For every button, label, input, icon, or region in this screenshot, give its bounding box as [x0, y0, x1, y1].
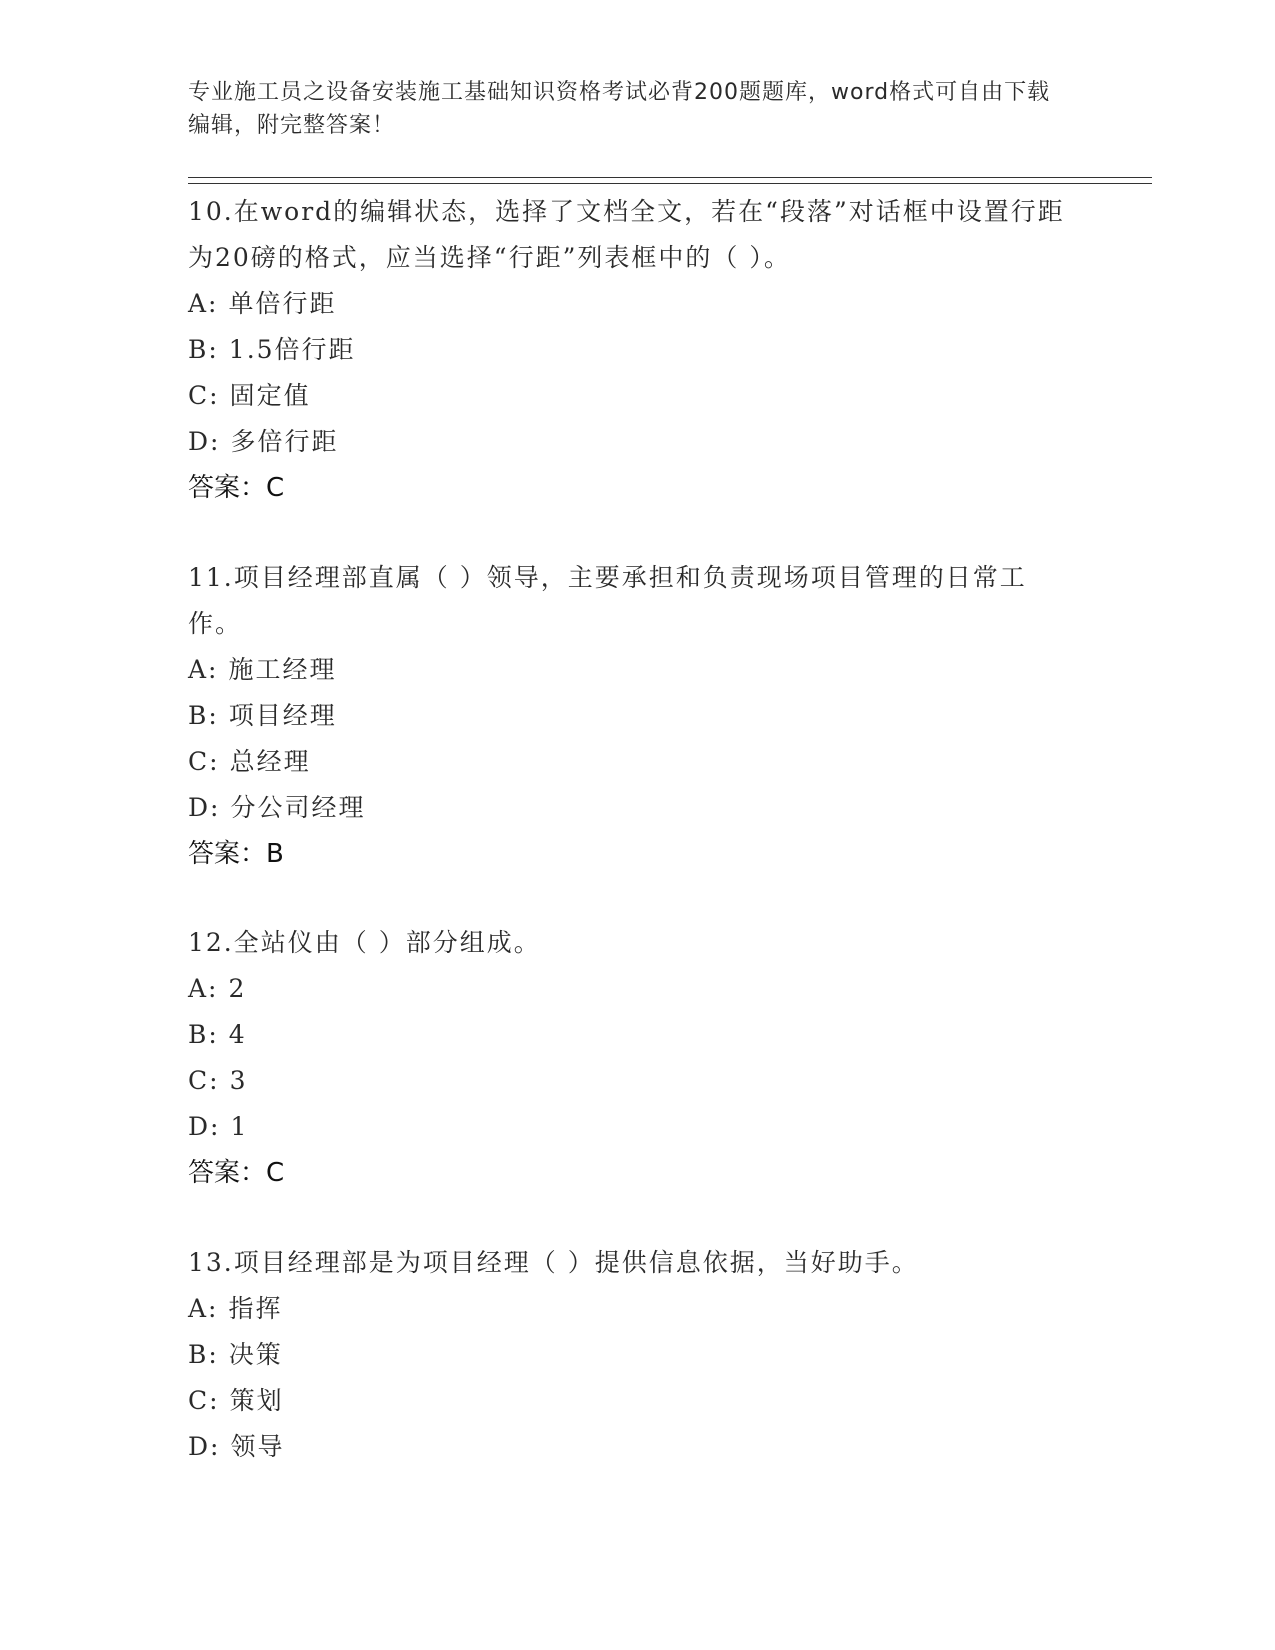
option-c	[188, 1378, 1068, 1424]
option-label: C:	[188, 1386, 220, 1415]
option-text: 项目经理	[228, 701, 337, 730]
question-stem: 12.全站仪由（ ）部分组成。	[188, 928, 541, 957]
option-text: 总经理	[229, 747, 311, 776]
option-c	[188, 739, 1068, 785]
option-b	[188, 693, 1068, 739]
option-c	[188, 373, 1068, 419]
option-d	[188, 419, 1068, 465]
option-a	[188, 647, 1068, 693]
option-text: 1.5倍行距	[228, 335, 356, 364]
option-d	[188, 1104, 1068, 1150]
option-text: 固定值	[229, 381, 311, 410]
option-label: C:	[188, 381, 220, 410]
answer-line: 答案：B	[188, 839, 284, 869]
option-label: B:	[188, 335, 219, 364]
question-13	[188, 1240, 1068, 1470]
option-text: 1	[230, 1112, 249, 1141]
option-d	[188, 1424, 1068, 1470]
option-b	[188, 1332, 1068, 1378]
option-a	[188, 966, 1068, 1012]
option-label: C:	[188, 747, 220, 776]
option-text: 3	[229, 1066, 248, 1095]
option-text: 领导	[230, 1432, 285, 1461]
option-label: B:	[188, 1340, 219, 1369]
option-label: A:	[188, 655, 219, 684]
option-label: B:	[188, 1020, 219, 1049]
question-10	[188, 189, 1068, 511]
option-text: 施工经理	[228, 655, 337, 684]
option-label: D:	[188, 1112, 221, 1141]
option-text: 策划	[229, 1386, 284, 1415]
option-label: D:	[188, 1432, 221, 1461]
option-label: D:	[188, 793, 221, 822]
option-text: 单倍行距	[228, 289, 337, 318]
answer-line: 答案：C	[188, 1158, 285, 1188]
option-b	[188, 1012, 1068, 1058]
option-text: 分公司经理	[230, 793, 366, 822]
header-divider-bottom	[188, 183, 1152, 184]
question-stem: 13.项目经理部是为项目经理（ ）提供信息依据，当好助手。	[188, 1248, 919, 1277]
option-text: 2	[228, 974, 247, 1003]
answer-line: 答案：C	[188, 473, 285, 503]
question-stem: 10.在word的编辑状态，选择了文档全文，若在“段落”对话框中设置行距为20磅的格式，应当选择“行距”列表框中的（ ）。	[188, 197, 1065, 272]
question-12	[188, 920, 1068, 1196]
option-d	[188, 785, 1068, 831]
option-b	[188, 327, 1068, 373]
option-label: B:	[188, 701, 219, 730]
option-c	[188, 1058, 1068, 1104]
option-a	[188, 1286, 1068, 1332]
option-a	[188, 281, 1068, 327]
option-text: 决策	[228, 1340, 283, 1369]
header-divider-top	[188, 177, 1152, 178]
option-label: A:	[188, 289, 219, 318]
document-header: 专业施工员之设备安装施工基础知识资格考试必背200题题库，word格式可自由下载编辑，附完整答案！	[188, 80, 1051, 138]
option-text: 多倍行距	[230, 427, 339, 456]
option-label: A:	[188, 974, 219, 1003]
question-11	[188, 555, 1068, 877]
option-label: A:	[188, 1294, 219, 1323]
question-stem: 11.项目经理部直属（ ）领导，主要承担和负责现场项目管理的日常工作。	[188, 563, 1027, 638]
option-text: 指挥	[228, 1294, 283, 1323]
option-label: D:	[188, 427, 221, 456]
option-text: 4	[228, 1020, 247, 1049]
option-label: C:	[188, 1066, 220, 1095]
